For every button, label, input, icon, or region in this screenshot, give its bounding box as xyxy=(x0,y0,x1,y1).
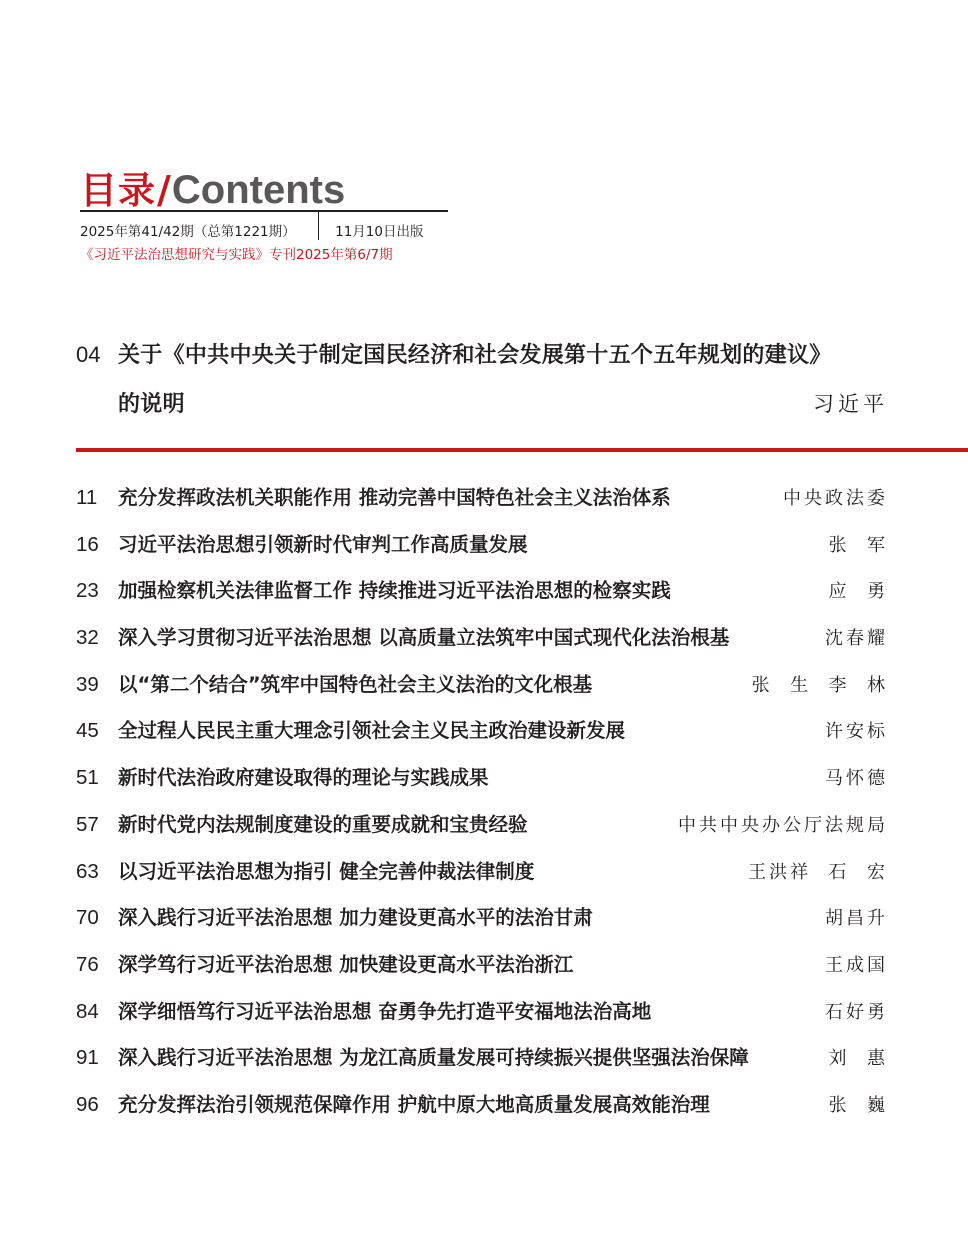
special-issue-note: 《习近平法治思想研究与实践》专刊2025年第6/7期 xyxy=(80,247,393,263)
lead-article[interactable] xyxy=(76,338,888,418)
toc-item[interactable] xyxy=(76,575,888,622)
page-number: 70 xyxy=(76,906,99,930)
issue-info xyxy=(80,212,448,240)
article-title: 深入践行习近平法治思想 为龙江高质量发展可持续振兴提供坚强法治保障 xyxy=(118,1046,749,1070)
article-title: 深学笃行习近平法治思想 加快建设更高水平法治浙江 xyxy=(118,952,574,976)
page-number: 91 xyxy=(76,1046,99,1070)
toc-item[interactable] xyxy=(76,715,888,762)
article-title: 深学细悟笃行习近平法治思想 奋勇争先打造平安福地法治高地 xyxy=(118,999,652,1023)
article-title: 加强检察机关法律监督工作 持续推进习近平法治思想的检察实践 xyxy=(118,579,671,603)
lead-page-number: 04 xyxy=(76,342,101,367)
publish-date: 11月10日出版 xyxy=(335,224,424,240)
article-author: 马怀德 xyxy=(825,768,888,790)
toc-item[interactable] xyxy=(76,669,888,716)
article-title: 新时代法治政府建设取得的理论与实践成果 xyxy=(118,766,489,790)
article-author: 应 勇 xyxy=(828,581,888,603)
page-number: 11 xyxy=(76,486,98,509)
article-author: 石好勇 xyxy=(825,1001,888,1023)
issue-number: 2025年第41/42期（总第1221期） xyxy=(80,224,296,240)
article-title: 以习近平法治思想为指引 健全完善仲裁法律制度 xyxy=(118,859,535,883)
page-number: 39 xyxy=(76,672,99,696)
lead-title-line2: 的说明 xyxy=(118,392,185,417)
toc-item[interactable] xyxy=(76,809,888,856)
section-divider xyxy=(76,448,968,452)
toc-item[interactable] xyxy=(76,622,888,669)
article-author: 中央政法委 xyxy=(783,488,888,509)
article-author: 张 生 李 林 xyxy=(751,674,888,696)
article-author: 许安标 xyxy=(825,721,888,743)
page-number: 96 xyxy=(76,1092,99,1116)
page-number: 32 xyxy=(76,626,99,650)
page-number: 63 xyxy=(76,859,99,883)
article-title: 习近平法治思想引领新时代审判工作高质量发展 xyxy=(118,532,528,556)
article-author: 刘 惠 xyxy=(828,1048,888,1070)
article-title: 新时代党内法规制度建设的重要成就和宝贵经验 xyxy=(118,812,528,836)
article-title: 深入践行习近平法治思想 加力建设更高水平的法治甘肃 xyxy=(118,906,593,930)
article-author: 王成国 xyxy=(825,954,888,976)
article-title: 以“第二个结合”筑牢中国特色社会主义法治的文化根基 xyxy=(118,672,593,696)
title-slash: / xyxy=(157,168,171,212)
page-number: 57 xyxy=(76,812,99,836)
toc-item[interactable] xyxy=(76,902,888,949)
contents-title xyxy=(80,160,448,212)
toc-list xyxy=(76,482,888,1136)
article-title: 全过程人民民主重大理念引领社会主义民主政治建设新发展 xyxy=(118,719,626,743)
toc-item[interactable] xyxy=(76,529,888,576)
toc-item[interactable] xyxy=(76,1042,888,1089)
page-number: 16 xyxy=(76,532,99,556)
article-author: 中共中央办公厅法规局 xyxy=(678,814,888,836)
article-author: 王洪祥 石 宏 xyxy=(748,861,888,883)
article-title: 深入学习贯彻习近平法治思想 以高质量立法筑牢中国式现代化法治根基 xyxy=(118,626,730,650)
toc-item[interactable] xyxy=(76,482,888,529)
contents-header xyxy=(80,160,448,263)
toc-item[interactable] xyxy=(76,949,888,996)
lead-title-line1: 关于《中共中央关于制定国民经济和社会发展第十五个五年规划的建议》 xyxy=(118,343,832,368)
article-author: 沈春耀 xyxy=(825,628,888,650)
article-title: 充分发挥法治引领规范保障作用 护航中原大地高质量发展高效能治理 xyxy=(118,1092,710,1116)
title-english: Contents xyxy=(171,168,346,212)
page-number: 45 xyxy=(76,719,99,743)
lead-author: 习近平 xyxy=(813,392,888,416)
page-number: 51 xyxy=(76,766,99,790)
page-number: 23 xyxy=(76,579,99,603)
page-number: 84 xyxy=(76,999,99,1023)
toc-item[interactable] xyxy=(76,856,888,903)
toc-item[interactable] xyxy=(76,996,888,1043)
page-number: 76 xyxy=(76,952,99,976)
toc-item[interactable] xyxy=(76,762,888,809)
article-author: 胡昌升 xyxy=(825,908,888,930)
article-author: 张 巍 xyxy=(828,1094,888,1116)
article-title: 充分发挥政法机关职能作用 推动完善中国特色社会主义法治体系 xyxy=(118,486,671,509)
title-chinese: 目录 xyxy=(80,169,156,212)
article-author: 张 军 xyxy=(828,534,888,556)
toc-item[interactable] xyxy=(76,1089,888,1136)
